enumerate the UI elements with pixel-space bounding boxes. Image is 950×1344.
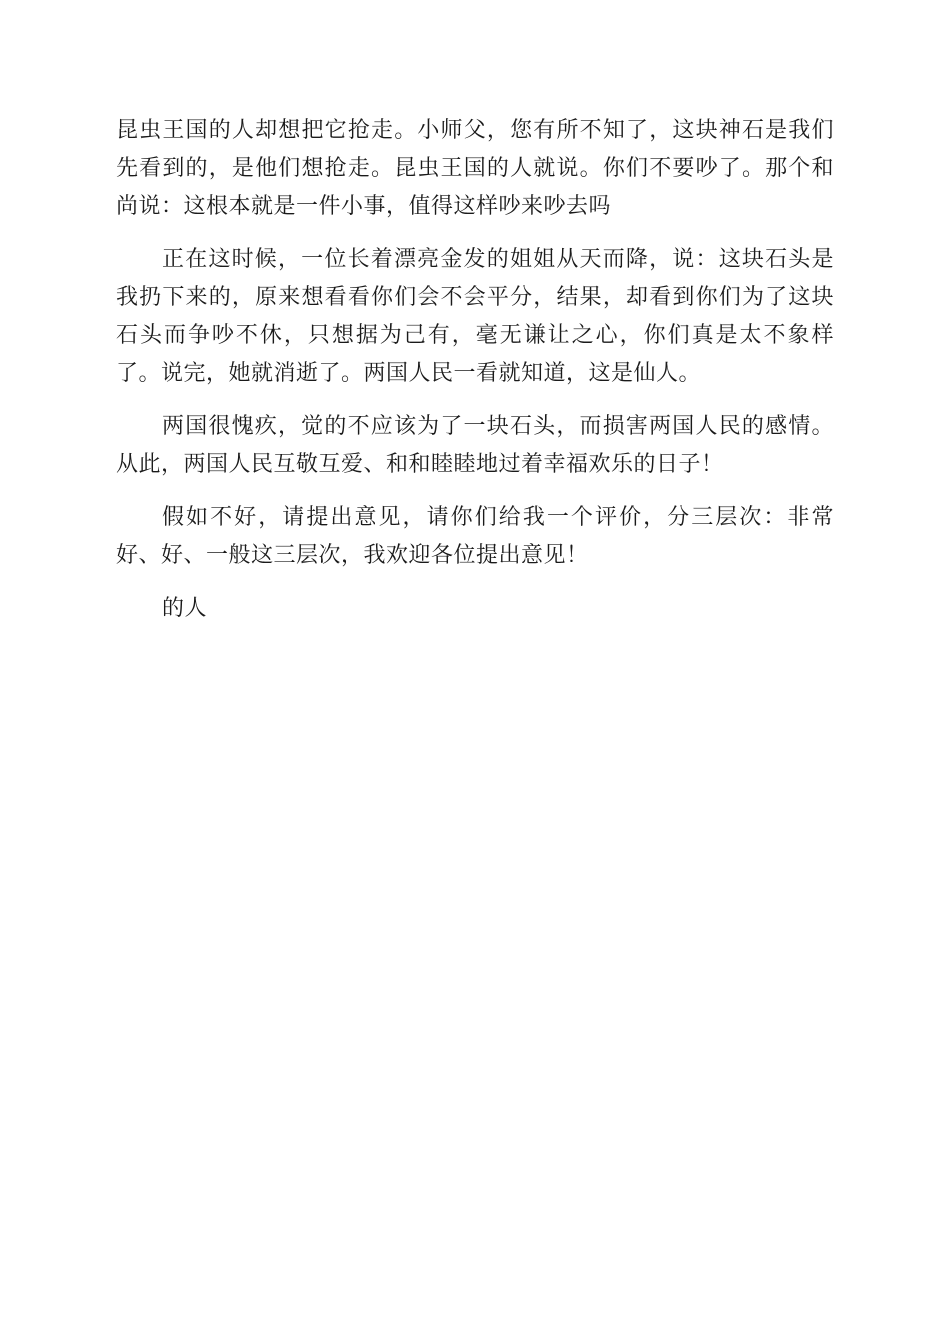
paragraph-1: 昆虫王国的人却想把它抢走。小师父，您有所不知了，这块神石是我们先看到的，是他们想抢走。昆虫王国的人就说。你们不要吵了。那个和尚说：这根本就是一件小事，值得这样吵来吵去吗 <box>116 118 834 219</box>
document-body <box>116 112 834 643</box>
paragraph-2: 正在这时候，一位长着漂亮金发的姐姐从天而降，说：这块石头是我扔下来的，原来想看看你们会不会平分，结果，却看到你们为了这块石头而争吵不休，只想据为己有，毫无谦让之心，你们真是太不象样了。说完，她就消逝了。两国人民一看就知道，这是仙人。 <box>116 247 834 386</box>
paragraph-5: 的人 <box>162 596 208 621</box>
paragraph-3: 两国很愧疚，觉的不应该为了一块石头，而损害两国人民的感情。从此，两国人民互敬互爱、和和睦睦地过着幸福欢乐的日子！ <box>116 414 834 477</box>
paragraph-4: 假如不好，请提出意见，请你们给我一个评价，分三层次：非常好、好、一般这三层次，我欢迎各位提出意见！ <box>116 505 834 568</box>
